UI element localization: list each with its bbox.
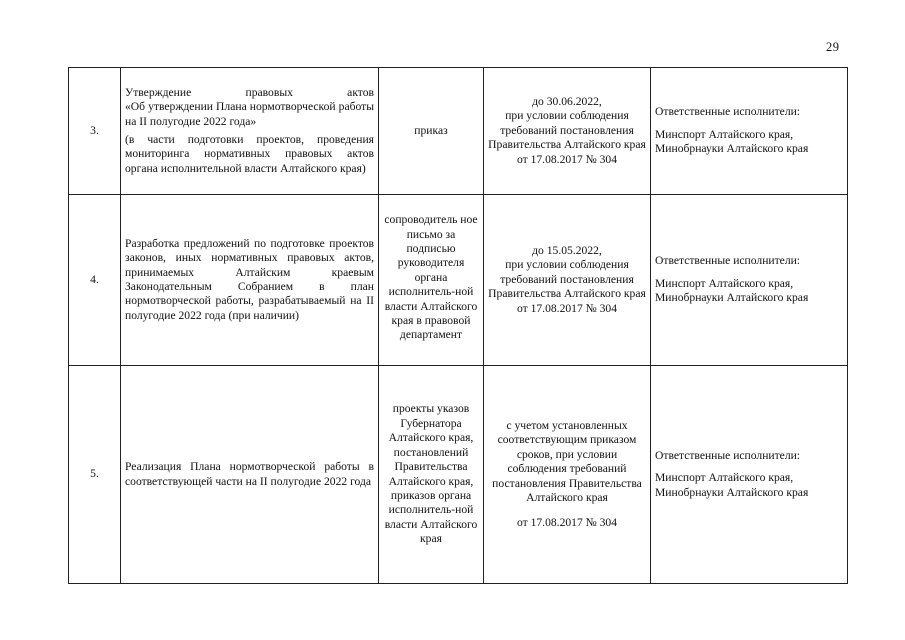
responsible-label: Ответственные исполнители: xyxy=(655,105,801,119)
responsible-list: Минспорт Алтайского края, Минобрнауки Алтайского края xyxy=(655,471,809,499)
deadline-cell xyxy=(484,68,651,195)
document-form-text: сопроводитель ное письмо за подписью руководителя органа исполнитель-ной власти Алтайского края в правовой департамент xyxy=(384,213,478,342)
deadline-condition: от 17.08.2017 № 304 xyxy=(516,515,618,529)
document-form xyxy=(379,195,484,366)
row-number: 3. xyxy=(69,68,121,195)
responsible-list: Минспорт Алтайского края, Минобрнауки Алтайского края xyxy=(655,276,809,305)
row-number: 5. xyxy=(69,366,121,584)
deadline-cell xyxy=(484,366,651,584)
deadline-condition: при условии соблюдения требований постановления Правительства Алтайского края от 17.08.2017 № 304 xyxy=(488,109,646,166)
row-number: 4. xyxy=(69,195,121,366)
action-first-line: Утверждение правовых актов xyxy=(125,85,374,99)
deadline: с учетом установленных соответствующим приказом сроков, при условии соблюдения требований постановления Правительства Алтайского края xyxy=(492,419,642,505)
deadline-cell xyxy=(484,195,651,366)
deadline-condition: при условии соблюдения требований постановления Правительства Алтайского края от 17.08.2017 № 304 xyxy=(488,258,646,315)
action-cell: Реализация Плана нормотворческой работы в соответствующей части на II полугодие 2022 года xyxy=(121,366,379,584)
action-cell: Разработка предложений по подготовке проектов законов, иных нормативных правовых актов, принимаемых Алтайским краевым Законодательным Собранием в план нормотворческой работы, разрабатываемый на II полугодие 2022 года (при наличии) xyxy=(121,195,379,366)
page-number: 29 xyxy=(826,40,840,54)
deadline: до 15.05.2022, xyxy=(532,243,602,257)
table-row xyxy=(69,68,848,195)
table-row xyxy=(69,366,848,584)
table-row xyxy=(69,195,848,366)
plan-table xyxy=(68,67,848,584)
action-title: «Об утверждении Плана нормотворческой работы на II полугодие 2022 года» xyxy=(125,100,374,128)
document-form: проекты указов Губернатора Алтайского края, постановлений Правительства Алтайского края, приказов органа исполнитель-ной власти Алтайского края xyxy=(379,366,484,584)
action-note: (в части подготовки проектов, проведения мониторинга нормативных правовых актов органа исполнительной власти Алтайского края) xyxy=(125,133,374,175)
responsible-list: Минспорт Алтайского края, Минобрнауки Алтайского края xyxy=(655,127,809,156)
responsible-label: Ответственные исполнители: xyxy=(655,448,801,462)
responsible-cell xyxy=(651,68,848,195)
responsible-cell xyxy=(651,366,848,584)
document-form: приказ xyxy=(379,68,484,195)
responsible-label: Ответственные исполнители: xyxy=(655,254,801,268)
deadline: до 30.06.2022, xyxy=(532,94,602,108)
responsible-cell xyxy=(651,195,848,366)
action-cell xyxy=(121,68,379,195)
